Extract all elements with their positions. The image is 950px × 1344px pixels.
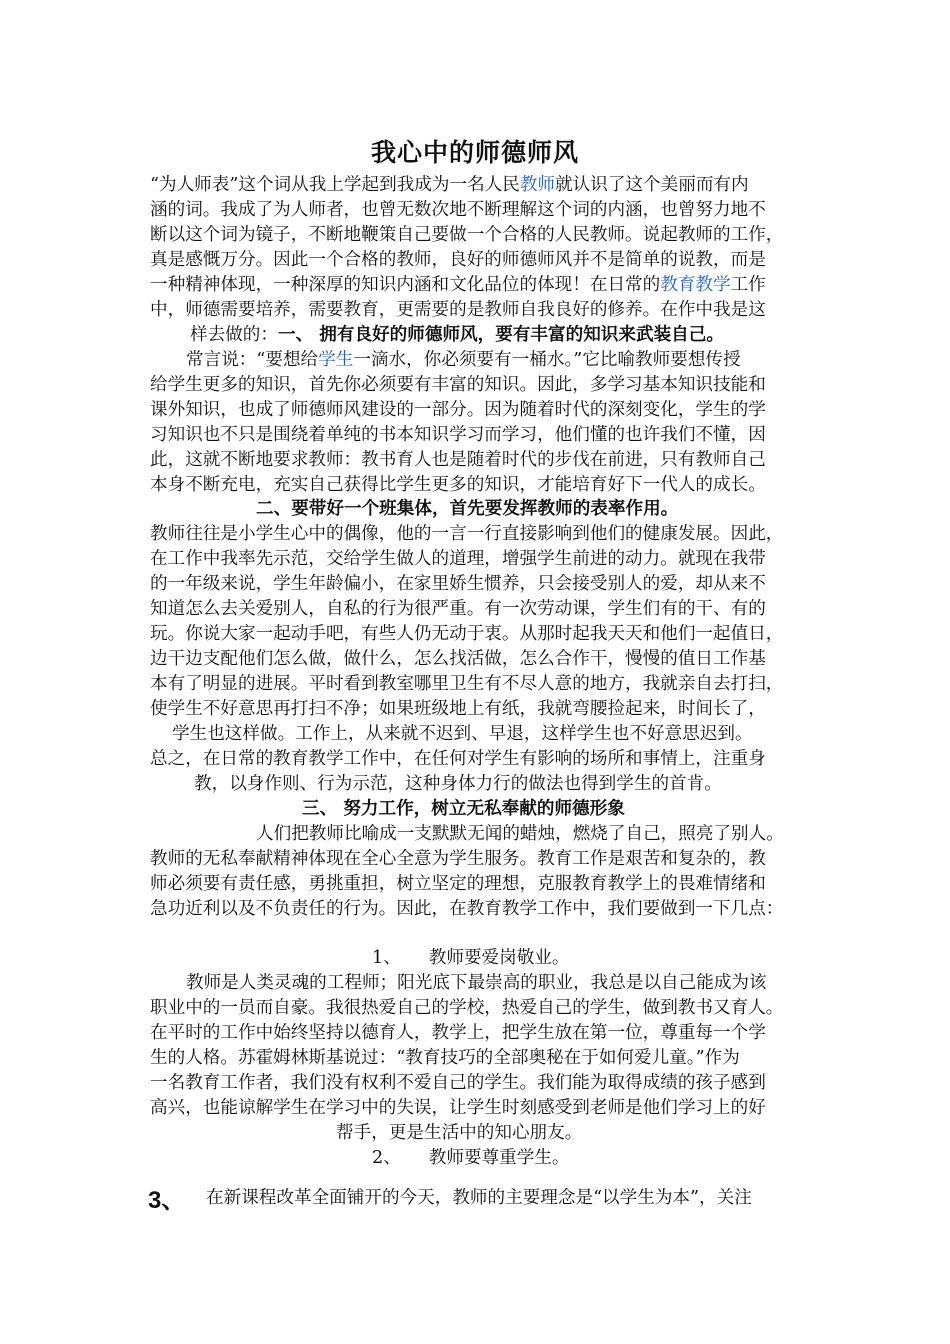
- intro-line-1: “为人师表”这个词从我上学起到我成为一名人民教师就认识了这个美丽而有内: [150, 175, 749, 195]
- point3-line-1: 在新课程改革全面铺开的今天，教师的主要理念是“以学生为本”，关注: [206, 1188, 752, 1208]
- sec2-line-2: 在工作中我率先示范，交给学生做人的道理，增强学生前进的动力。就现在我带: [150, 549, 766, 569]
- sec2-line-6: 边干边支配他们怎么做，做什么，怎么找活做，怎么合作干，慢慢的值日工作基: [150, 649, 766, 669]
- link-student[interactable]: 学生: [318, 350, 354, 370]
- point-2-heading: 2、 教师要尊重学生。: [372, 1148, 570, 1168]
- sec2-line-10: 总之，在日常的教育教学工作中，在任何对学生有影响的场所和事情上，注重身: [150, 749, 766, 769]
- section-2-heading: 二、要带好一个班集体，首先要发挥教师的表率作用。: [256, 498, 679, 519]
- point1-line-7: 帮手，更是生活中的知心朋友。: [336, 1123, 583, 1143]
- point1-line-5: 一名教育工作者，我们没有权利不爱自己的学生。我们能为取得成绩的孩子感到: [150, 1073, 766, 1093]
- point1-line-1: 教师是人类灵魂的工程师；阳光底下最崇高的职业，我总是以自己能成为该: [186, 973, 767, 993]
- intro-line-2: 涵的词。我成了为人师者，也曾无数次地不断理解这个词的内涵，也曾努力地不: [150, 200, 766, 220]
- sec1-line-4: 习知识也不只是围绕着单纯的书本知识学习而学习，他们懂的也许我们不懂，因: [150, 425, 766, 445]
- point-1-heading: 1、 教师要爱岗敬业。: [372, 948, 570, 968]
- sec2-line-7: 本有了明显的进展。平时看到教室哪里卫生有不尽人意的地方，我就亲自去打扫，: [150, 674, 784, 694]
- sec2-line-5: 玩。你说大家一起动手吧，有些人仍无动于衷。从那时起我天天和他们一起值日，: [150, 624, 784, 644]
- point1-line-6: 高兴，也能谅解学生在学习中的失误，让学生时刻感受到老师是他们学习上的好: [150, 1098, 766, 1118]
- sec3-line-2: 教师的无私奉献精神体现在全心全意为学生服务。教育工作是艰苦和复杂的，教: [150, 849, 766, 869]
- intro-line-6: 中，师德需要培养，需要教育，更需要的是教师自我良好的修养。在作中我是这: [150, 300, 766, 320]
- sec2-line-1: 教师往往是小学生心中的偶像，他的一言一行直接影响到他们的健康发展。因此，: [150, 524, 784, 544]
- page-title: 我心中的师德师风: [370, 138, 579, 167]
- link-teacher[interactable]: 教师: [519, 175, 556, 195]
- sec2-line-11: 教，以身作则、行为示范，这种身体力行的做法也得到学生的首肯。: [194, 774, 722, 794]
- intro-line-4: 真是感慨万分。因此一个合格的教师，良好的师德师风并不是简单的说教，而是: [150, 250, 766, 270]
- intro-line-5: 一种精神体现，一种深厚的知识内涵和文化品位的体现！在日常的教育教学工作: [150, 275, 766, 295]
- point1-line-4: 生的人格。苏霍姆林斯基说过：“教育技巧的全部奥秘在于如何爱儿童。”作为: [150, 1048, 740, 1068]
- intro-line-7: 样去做的：一、 拥有良好的师德师风，要有丰富的知识来武装自己。: [190, 324, 724, 345]
- sec2-line-9: 学生也这样做。工作上，从来就不迟到、早退，这样学生也不好意思迟到。: [172, 724, 753, 744]
- section-3-heading: 三、 努力工作，树立无私奉献的师德形象: [302, 798, 625, 819]
- sec1-line-1: 常言说：“要想给学生一滴水，你必须要有一桶水。”它比喻教师要想传授: [186, 350, 741, 370]
- sec1-line-6: 本身不断充电，充实自己获得比学生更多的知识，才能培育好下一代人的成长。: [150, 475, 766, 495]
- sec3-line-4: 急功近利以及不负责任的行为。因此，在教育教学工作中，我们要做到一下几点：: [150, 899, 784, 919]
- sec3-line-1: 人们把教师比喻成一支默默无闻的蜡烛，燃烧了自己，照亮了别人。: [256, 824, 784, 844]
- section-1-heading: 一、 拥有良好的师德师风，要有丰富的知识来武装自己。: [277, 324, 724, 345]
- sec1-line-3: 课外知识，也成了师德师风建设的一部分。因为随着时代的深刻变化，学生的学: [150, 400, 766, 420]
- intro-line-3: 断以这个词为镜子，不断地鞭策自己要做一个合格的人民教师。说起教师的工作，: [150, 225, 784, 245]
- point-3-number: 3、: [148, 1187, 186, 1214]
- sec1-line-2: 给学生更多的知识，首先你必须要有丰富的知识。因此，多学习基本知识技能和: [150, 375, 766, 395]
- sec2-line-4: 知道怎么去关爱别人，自私的行为很严重。有一次劳动课，学生们有的干、有的: [150, 599, 766, 619]
- point1-line-3: 在平时的工作中始终坚持以德育人，教学上，把学生放在第一位，尊重每一个学: [150, 1023, 766, 1043]
- sec3-line-3: 师必须要有责任感，勇挑重担，树立坚定的理想，克服教育教学上的畏难情绪和: [150, 874, 766, 894]
- link-education-teaching[interactable]: 教育教学: [660, 275, 731, 295]
- sec2-line-3: 的一年级来说，学生年龄偏小，在家里娇生惯养，只会接受别人的爱，却从来不: [150, 574, 766, 594]
- sec1-line-5: 此，这就不断地要求教师：教书育人也是随着时代的步伐在前进，只有教师自己: [150, 450, 766, 470]
- point1-line-2: 职业中的一员而自豪。我很热爱自己的学校，热爱自己的学生，做到教书又育人。: [150, 998, 784, 1018]
- sec2-line-8: 使学生不好意思再打扫不净；如果班级地上有纸，我就弯腰捡起来，时间长了，: [150, 699, 766, 719]
